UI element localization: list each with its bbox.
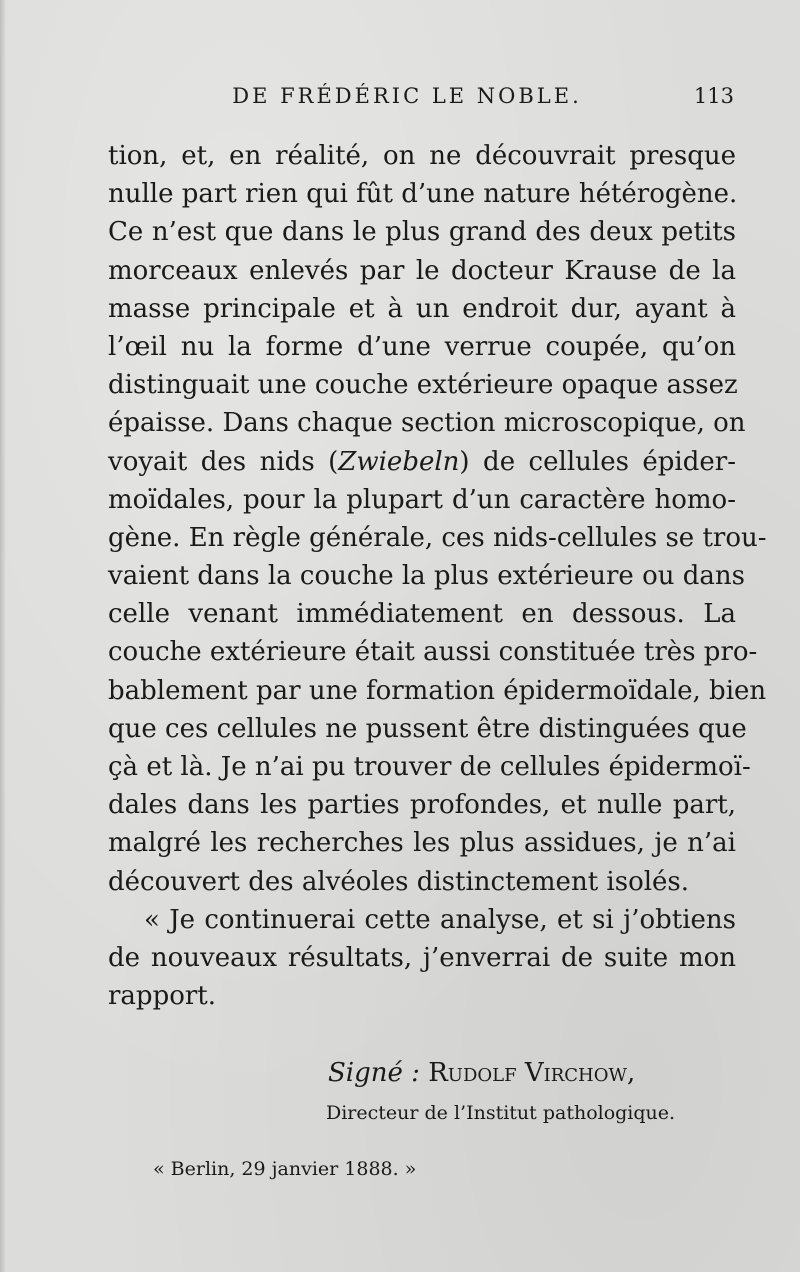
text-fragment: de cellules épider- [469,446,736,477]
running-head [0,84,800,116]
italic-term: Zwiebeln [338,446,460,477]
text-line: découvert des alvéoles distinctement isolés. [108,866,690,897]
text-line: que ces cellules ne pussent être distinguées que [108,713,747,744]
text-line: gène. En règle générale, ces nids-cellules se trou- [108,522,767,553]
running-title: DE FRÉDÉRIC LE NOBLE. [232,84,582,108]
body-text [108,137,767,1015]
text-line: rapport. [108,981,217,1012]
text-line: tion, et, en réalité, on ne découvrait presque [108,141,736,171]
signature [328,1058,635,1088]
text-line: celle venant immédiatement en dessous. La [108,599,736,630]
text-line: malgré les recherches les plus assidues, je n’ai [108,828,736,859]
signature-name: Rudolf Virchow, [428,1058,636,1088]
text-line: bablement par une formation épidermoïdale, bien [108,675,767,706]
dateline: « Berlin, 29 janvier 1888. » [153,1158,417,1180]
text-line: morceaux enlevés par le docteur Krause de la [108,255,736,286]
text-line: dales dans les parties profondes, et nulle part, [108,790,736,821]
text-line: moïdales, pour la plupart d’un caractère homo- [108,484,736,515]
signatory-title: Directeur de l’Institut pathologique. [326,1102,676,1124]
signature-label: Signé : [328,1058,420,1088]
text-fragment: voyait des nids [108,446,329,477]
text-line: çà et là. Je n’ai pu trouver de cellules épidermoï- [108,752,751,782]
text-line: nulle part rien qui fût d’une nature hétérogène. [108,179,738,210]
open-paren: ( [328,446,339,477]
text-line: « Je continuerai cette analyse, et si j’obtiens [144,904,736,935]
text-line: épaisse. Dans chaque section microscopique, on [108,408,746,439]
text-line: de nouveaux résultats, j’enverrai de suite mon [108,942,736,973]
text-line: vaient dans la couche la plus extérieure ou dans [108,561,745,592]
text-line: couche extérieure était aussi constituée très pro- [108,637,758,668]
text-line: distinguait une couche extérieure opaque assez [108,370,738,401]
text-line: l’œil nu la forme d’une verrue coupée, qu’on [108,331,736,362]
text-line [108,443,736,481]
text-line: Ce n’est que dans le plus grand des deux petits [108,217,736,248]
close-paren: ) [459,446,470,477]
page-number: 113 [693,84,734,108]
text-line: masse principale et à un endroit dur, ayant à [108,293,736,324]
